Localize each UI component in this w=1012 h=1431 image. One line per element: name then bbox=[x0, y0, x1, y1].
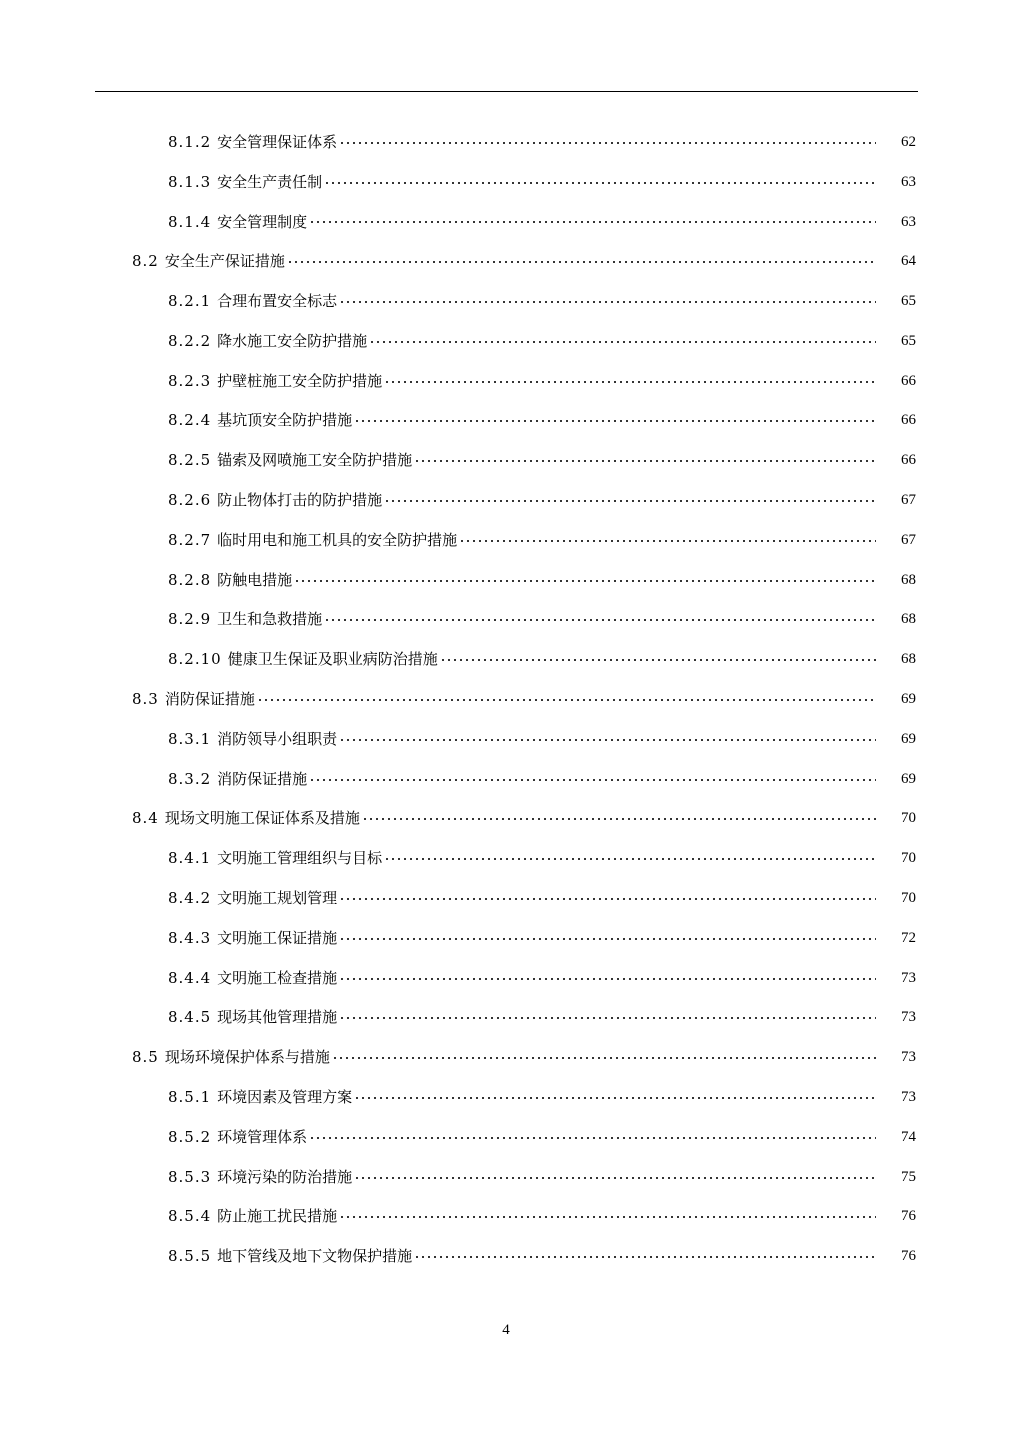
toc-entry[interactable] bbox=[0, 1197, 1012, 1237]
toc-entry-number: 8.5.2 bbox=[168, 1127, 212, 1146]
toc-entry[interactable] bbox=[0, 162, 1012, 202]
toc-entry-number: 8.2.1 bbox=[168, 292, 212, 311]
toc-entry-title: 文明施工检查措施 bbox=[217, 968, 338, 987]
toc-dot-leader bbox=[257, 699, 876, 701]
toc-entry-page: 65 bbox=[901, 332, 916, 349]
toc-entry-page: 68 bbox=[901, 571, 916, 588]
toc-entry-number: 8.3 bbox=[132, 690, 159, 709]
toc-entry-page: 66 bbox=[901, 452, 916, 469]
toc-entry-page: 75 bbox=[901, 1168, 916, 1185]
toc-dot-leader bbox=[384, 858, 876, 860]
toc-entry[interactable] bbox=[0, 281, 1012, 321]
toc-entry-title: 消防保证措施 bbox=[217, 769, 308, 788]
toc-entry-number: 8.2.5 bbox=[168, 451, 212, 470]
toc-dot-leader bbox=[384, 381, 876, 383]
toc-entry[interactable] bbox=[0, 639, 1012, 679]
toc-entry-page: 73 bbox=[901, 1009, 916, 1026]
toc-entry[interactable] bbox=[0, 799, 1012, 839]
toc-entry-page: 70 bbox=[901, 850, 916, 867]
toc-entry-title: 文明施工保证措施 bbox=[217, 928, 338, 947]
toc-dot-leader bbox=[354, 420, 876, 422]
toc-entry[interactable] bbox=[0, 1077, 1012, 1117]
toc-dot-leader bbox=[369, 341, 876, 343]
toc-entry[interactable] bbox=[0, 759, 1012, 799]
toc-entry-number: 8.5.1 bbox=[168, 1088, 212, 1107]
toc-entry-title: 环境污染的防治措施 bbox=[217, 1167, 353, 1186]
toc-entry-title: 现场环境保护体系与措施 bbox=[164, 1048, 330, 1067]
toc-entry[interactable] bbox=[0, 1236, 1012, 1276]
toc-entry-title: 文明施工规划管理 bbox=[217, 889, 338, 908]
toc-entry-number: 8.2.8 bbox=[168, 570, 212, 589]
toc-entry-title: 环境管理体系 bbox=[217, 1127, 308, 1146]
toc-entry-page: 73 bbox=[901, 1049, 916, 1066]
toc-entry-number: 8.2.7 bbox=[168, 530, 212, 549]
toc-entry[interactable] bbox=[0, 918, 1012, 958]
toc-entry[interactable] bbox=[0, 679, 1012, 719]
toc-entry-number: 8.4.2 bbox=[168, 889, 212, 908]
toc-entry-page: 69 bbox=[901, 770, 916, 787]
toc-dot-leader bbox=[309, 221, 876, 223]
toc-entry-number: 8.1.3 bbox=[168, 172, 212, 191]
toc-entry-title: 安全生产责任制 bbox=[217, 172, 323, 191]
toc-entry-number: 8.3.2 bbox=[168, 769, 212, 788]
toc-entry-page: 66 bbox=[901, 412, 916, 429]
toc-entry-title: 护壁桩施工安全防护措施 bbox=[217, 371, 383, 390]
toc-entry-title: 安全管理保证体系 bbox=[217, 132, 338, 151]
toc-entry-number: 8.4.3 bbox=[168, 928, 212, 947]
toc-entry[interactable] bbox=[0, 241, 1012, 281]
header-rule bbox=[95, 91, 918, 92]
toc-entry-number: 8.4.4 bbox=[168, 968, 212, 987]
toc-entry-title: 现场文明施工保证体系及措施 bbox=[164, 809, 360, 828]
toc-dot-leader bbox=[414, 460, 876, 462]
toc-entry[interactable] bbox=[0, 998, 1012, 1038]
toc-entry-page: 72 bbox=[901, 929, 916, 946]
toc-entry-page: 67 bbox=[901, 531, 916, 548]
toc-dot-leader bbox=[339, 739, 876, 741]
toc-entry-page: 64 bbox=[901, 253, 916, 270]
toc-entry-number: 8.5 bbox=[132, 1048, 159, 1067]
toc-dot-leader bbox=[339, 1216, 876, 1218]
toc-entry-page: 68 bbox=[901, 611, 916, 628]
toc-entry-number: 8.2.10 bbox=[168, 650, 222, 669]
toc-entry-number: 8.3.1 bbox=[168, 729, 212, 748]
toc-entry[interactable] bbox=[0, 1157, 1012, 1197]
toc-entry-title: 防止施工扰民措施 bbox=[217, 1207, 338, 1226]
toc-entry[interactable] bbox=[0, 958, 1012, 998]
toc-dot-leader bbox=[414, 1256, 876, 1258]
toc-entry-title: 消防领导小组职责 bbox=[217, 729, 338, 748]
toc-entry-title: 防止物体打击的防护措施 bbox=[217, 491, 383, 510]
toc-entry-number: 8.2.2 bbox=[168, 331, 212, 350]
toc-dot-leader bbox=[324, 182, 876, 184]
toc-entry-page: 70 bbox=[901, 810, 916, 827]
toc-entry-page: 63 bbox=[901, 173, 916, 190]
page-number: 4 bbox=[502, 1322, 510, 1338]
toc-entry-title: 地下管线及地下文物保护措施 bbox=[217, 1247, 413, 1266]
toc-entry-page: 73 bbox=[901, 969, 916, 986]
toc-entry-title: 临时用电和施工机具的安全防护措施 bbox=[217, 530, 458, 549]
toc-dot-leader bbox=[362, 818, 876, 820]
toc-dot-leader bbox=[287, 261, 876, 263]
toc-entry-number: 8.1.2 bbox=[168, 132, 212, 151]
toc-dot-leader bbox=[354, 1097, 876, 1099]
toc-entry-title: 健康卫生保证及职业病防治措施 bbox=[227, 650, 438, 669]
toc-entry[interactable] bbox=[0, 1037, 1012, 1077]
toc-entry[interactable] bbox=[0, 122, 1012, 162]
table-of-contents bbox=[0, 122, 1012, 1276]
toc-entry-title: 卫生和急救措施 bbox=[217, 610, 323, 629]
toc-entry-page: 66 bbox=[901, 372, 916, 389]
toc-entry[interactable] bbox=[0, 560, 1012, 600]
toc-entry-number: 8.2 bbox=[132, 252, 159, 271]
toc-entry-page: 67 bbox=[901, 492, 916, 509]
toc-entry-page: 69 bbox=[901, 730, 916, 747]
toc-entry[interactable] bbox=[0, 202, 1012, 242]
toc-entry-page: 62 bbox=[901, 133, 916, 150]
toc-entry-title: 环境因素及管理方案 bbox=[217, 1088, 353, 1107]
toc-entry-title: 文明施工管理组织与目标 bbox=[217, 849, 383, 868]
toc-entry-title: 基坑顶安全防护措施 bbox=[217, 411, 353, 430]
toc-entry[interactable] bbox=[0, 719, 1012, 759]
toc-dot-leader bbox=[384, 500, 876, 502]
toc-entry[interactable] bbox=[0, 361, 1012, 401]
toc-entry-number: 8.4.1 bbox=[168, 849, 212, 868]
toc-entry-number: 8.2.9 bbox=[168, 610, 212, 629]
toc-dot-leader bbox=[440, 659, 876, 661]
toc-entry-page: 73 bbox=[901, 1089, 916, 1106]
toc-entry-title: 现场其他管理措施 bbox=[217, 1008, 338, 1027]
toc-entry-title: 防触电措施 bbox=[217, 570, 293, 589]
toc-entry[interactable] bbox=[0, 440, 1012, 480]
toc-entry-page: 65 bbox=[901, 293, 916, 310]
toc-entry-title: 降水施工安全防护措施 bbox=[217, 331, 368, 350]
toc-entry-number: 8.2.3 bbox=[168, 371, 212, 390]
toc-entry-page: 74 bbox=[901, 1128, 916, 1145]
toc-entry-number: 8.5.5 bbox=[168, 1247, 212, 1266]
toc-entry-title: 合理布置安全标志 bbox=[217, 292, 338, 311]
toc-entry-page: 69 bbox=[901, 691, 916, 708]
toc-entry-page: 63 bbox=[901, 213, 916, 230]
toc-dot-leader bbox=[339, 978, 876, 980]
toc-entry-number: 8.4 bbox=[132, 809, 159, 828]
toc-dot-leader bbox=[294, 580, 876, 582]
toc-entry-page: 76 bbox=[901, 1248, 916, 1265]
toc-entry-number: 8.5.4 bbox=[168, 1207, 212, 1226]
toc-entry[interactable] bbox=[0, 401, 1012, 441]
toc-entry-title: 消防保证措施 bbox=[164, 690, 255, 709]
toc-entry-number: 8.2.4 bbox=[168, 411, 212, 430]
toc-dot-leader bbox=[309, 779, 876, 781]
toc-dot-leader bbox=[339, 301, 876, 303]
toc-dot-leader bbox=[309, 1137, 876, 1139]
toc-dot-leader bbox=[354, 1177, 876, 1179]
toc-dot-leader bbox=[339, 142, 876, 144]
toc-entry-number: 8.4.5 bbox=[168, 1008, 212, 1027]
toc-entry[interactable] bbox=[0, 480, 1012, 520]
toc-dot-leader bbox=[332, 1057, 876, 1059]
toc-entry-page: 68 bbox=[901, 651, 916, 668]
toc-entry-title: 锚索及网喷施工安全防护措施 bbox=[217, 451, 413, 470]
toc-dot-leader bbox=[324, 619, 876, 621]
toc-entry-number: 8.2.6 bbox=[168, 491, 212, 510]
toc-dot-leader bbox=[339, 938, 876, 940]
toc-entry-number: 8.1.4 bbox=[168, 212, 212, 231]
toc-entry[interactable] bbox=[0, 520, 1012, 560]
toc-entry-number: 8.5.3 bbox=[168, 1167, 212, 1186]
toc-entry[interactable] bbox=[0, 878, 1012, 918]
toc-entry[interactable] bbox=[0, 1117, 1012, 1157]
toc-dot-leader bbox=[459, 540, 876, 542]
toc-dot-leader bbox=[339, 898, 876, 900]
toc-entry[interactable] bbox=[0, 838, 1012, 878]
toc-entry-page: 70 bbox=[901, 890, 916, 907]
toc-entry-title: 安全生产保证措施 bbox=[164, 252, 285, 271]
toc-dot-leader bbox=[339, 1017, 876, 1019]
toc-entry-page: 76 bbox=[901, 1208, 916, 1225]
toc-entry-title: 安全管理制度 bbox=[217, 212, 308, 231]
toc-entry[interactable] bbox=[0, 321, 1012, 361]
toc-entry[interactable] bbox=[0, 600, 1012, 640]
